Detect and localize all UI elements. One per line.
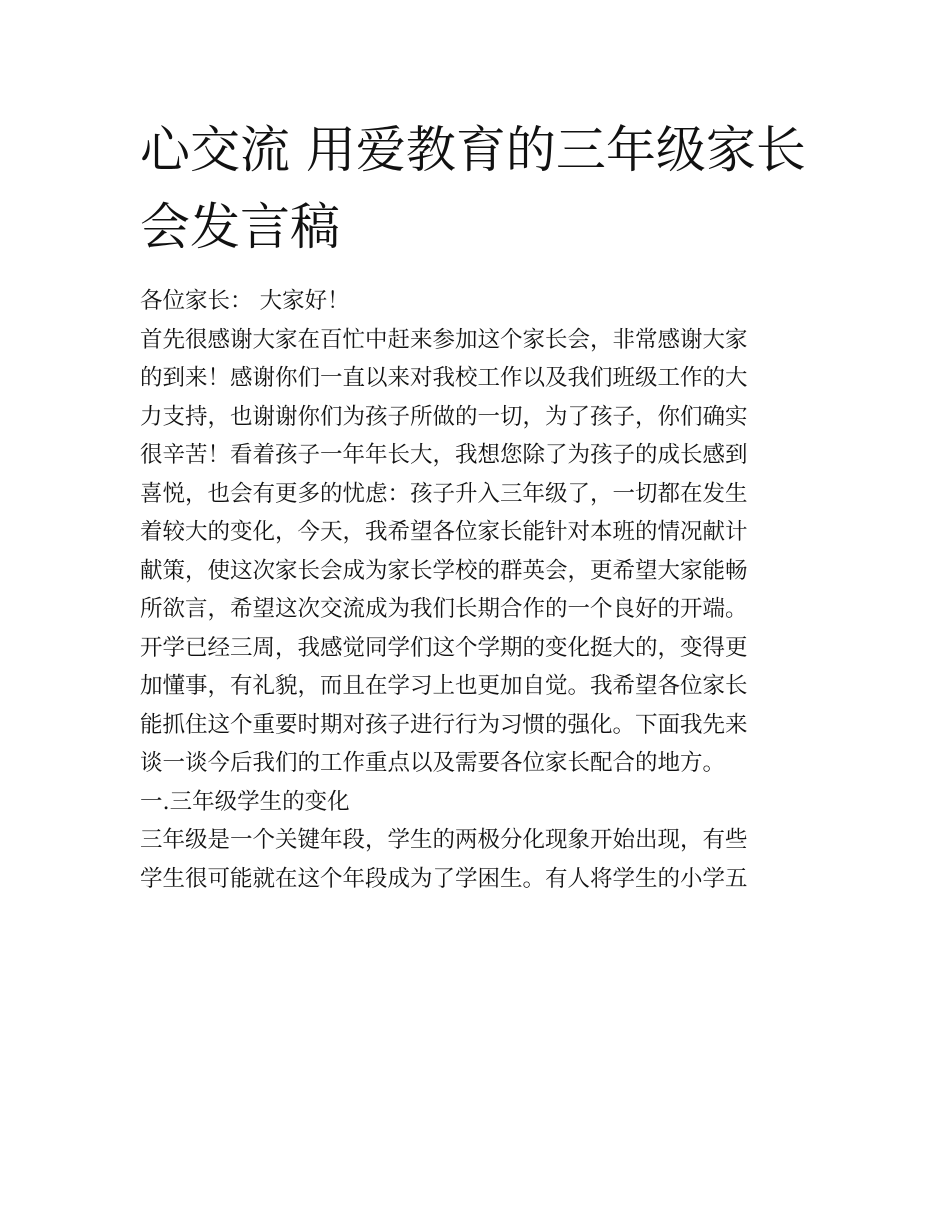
document-body xyxy=(140,282,830,898)
title-line-1: 心交流 用爱教育的三年级家长 xyxy=(140,121,806,179)
body-line: 着较大的变化，今天，我希望各位家长能针对本班的情况献计 xyxy=(140,519,748,545)
salutation: 各位家长： 大家好！ xyxy=(140,288,350,314)
section-heading: 一.三年级学生的变化 xyxy=(140,788,350,815)
body-line: 谈一谈今后我们的工作重点以及需要各位家长配合的地方。 xyxy=(140,750,726,776)
body-line: 三年级是一个关键年段，学生的两极分化现象开始出现，有些 xyxy=(140,827,748,853)
body-line: 加懂事，有礼貌，而且在学习上也更加自觉。我希望各位家长 xyxy=(140,673,748,699)
body-line: 所欲言，希望这次交流成为我们长期合作的一个良好的开端。 xyxy=(140,596,748,622)
body-line: 献策，使这次家长会成为家长学校的群英会，更希望大家能畅 xyxy=(140,557,748,584)
body-line: 很辛苦！看着孩子一年年长大，我想您除了为孩子的成长感到 xyxy=(140,442,748,468)
body-line: 能抓住这个重要时期对孩子进行行为习惯的强化。下面我先来 xyxy=(140,711,748,738)
document-title xyxy=(140,112,820,266)
body-line: 力支持，也谢谢你们为孩子所做的一切，为了孩子，你们确实 xyxy=(140,403,748,430)
body-line: 的到来！感谢你们一直以来对我校工作以及我们班级工作的大 xyxy=(140,365,748,391)
body-line: 喜悦，也会有更多的忧虑：孩子升入三年级了，一切都在发生 xyxy=(140,480,748,507)
body-line: 学生很可能就在这个年段成为了学困生。有人将学生的小学五 xyxy=(140,865,748,892)
body-line: 首先很感谢大家在百忙中赶来参加这个家长会，非常感谢大家 xyxy=(140,326,748,353)
body-line: 开学已经三周，我感觉同学们这个学期的变化挺大的，变得更 xyxy=(140,634,748,661)
title-line-2: 会发言稿 xyxy=(140,198,340,256)
